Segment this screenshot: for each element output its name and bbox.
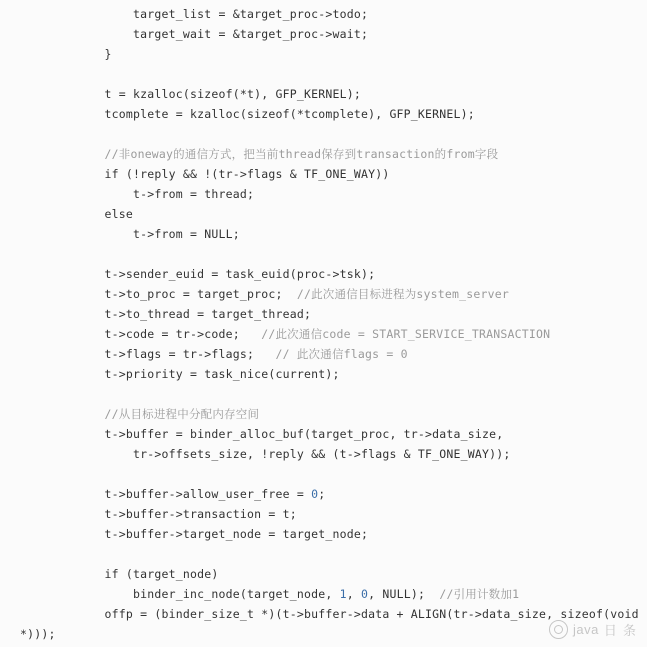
- code-token: //从目标进程中分配内存空间: [76, 407, 260, 421]
- code-token: 0: [360, 587, 369, 601]
- code-line: [0, 64, 647, 84]
- code-line: [0, 524, 647, 544]
- code-token: t->from = thread;: [76, 187, 255, 201]
- code-line: [0, 244, 647, 264]
- code-token: ;: [318, 487, 326, 501]
- code-line: [0, 164, 647, 184]
- code-token: t = kzalloc(sizeof(*t), GFP_KERNEL);: [76, 87, 361, 101]
- code-line: [0, 204, 647, 224]
- code-token: binder_inc_node(target_node,: [76, 587, 340, 601]
- code-token: //此次通信code = START_SERVICE_TRANSACTION: [261, 327, 551, 341]
- code-line: [0, 44, 647, 64]
- code-token: //非oneway的通信方式，把当前thread保存到transaction的from字段: [76, 147, 499, 161]
- code-token: t->code = tr->code;: [76, 327, 262, 341]
- code-token: , NULL);: [368, 587, 440, 601]
- code-line: [0, 404, 647, 424]
- code-line: [0, 124, 647, 144]
- code-token: tr->offsets_size, !reply && (t->flags & TF_ONE_WAY));: [76, 447, 511, 461]
- code-line: [0, 484, 647, 504]
- code-line: [0, 424, 647, 444]
- code-token: if (!reply && !(tr->flags & TF_ONE_WAY)): [76, 167, 390, 181]
- code-token: t->flags = tr->flags;: [76, 347, 276, 361]
- code-line: [0, 564, 647, 584]
- code-token: //引用计数加1: [439, 587, 520, 601]
- code-line: [0, 184, 647, 204]
- code-line: [0, 544, 647, 564]
- code-token: 1: [339, 587, 347, 601]
- code-line: [0, 284, 647, 304]
- code-line: [0, 264, 647, 284]
- code-token: // 此次通信flags = 0: [275, 347, 408, 361]
- code-token: *)));: [20, 627, 56, 641]
- code-token: //此次通信目标进程为system_server: [296, 287, 509, 301]
- code-line: [0, 224, 647, 244]
- watermark-latin-text: java: [573, 622, 599, 637]
- code-token: t->from = NULL;: [76, 227, 240, 241]
- code-token: target_list = &target_proc->todo;: [76, 7, 369, 21]
- code-token: t->sender_euid = task_euid(proc->tsk);: [76, 267, 376, 281]
- code-line: [0, 24, 647, 44]
- code-line: [0, 84, 647, 104]
- code-token: t->buffer->target_node = target_node;: [76, 527, 369, 541]
- code-line: [0, 304, 647, 324]
- code-line: [0, 384, 647, 404]
- code-line: [0, 624, 647, 644]
- code-line: [0, 464, 647, 484]
- code-line: [0, 4, 647, 24]
- watermark-cn-text: 日 条: [603, 624, 637, 639]
- code-line: [0, 604, 647, 624]
- code-line: [0, 504, 647, 524]
- code-token: t->to_proc = target_proc;: [76, 287, 297, 301]
- code-token: t->to_thread = target_thread;: [76, 307, 312, 321]
- code-token: }: [76, 47, 112, 61]
- code-line: [0, 144, 647, 164]
- code-token: tcomplete = kzalloc(sizeof(*tcomplete), GFP_KERNEL);: [76, 107, 475, 121]
- code-token: t->buffer->allow_user_free =: [76, 487, 312, 501]
- code-line: [0, 584, 647, 604]
- code-token: ,: [346, 587, 361, 601]
- code-line: [0, 104, 647, 124]
- code-line: [0, 444, 647, 464]
- code-token: offp = (binder_size_t *)(t->buffer->data + ALIGN(tr->data_size, sizeof(void: [76, 607, 639, 621]
- code-token: else: [76, 207, 133, 221]
- code-token: 0: [311, 487, 319, 501]
- code-line: [0, 324, 647, 344]
- code-token: t->priority = task_nice(current);: [76, 367, 340, 381]
- code-token: t->buffer = binder_alloc_buf(target_proc, tr->data_size,: [76, 427, 504, 441]
- code-token: t->buffer->transaction = t;: [76, 507, 297, 521]
- code-token: target_wait = &target_proc->wait;: [76, 27, 369, 41]
- code-token: if (target_node): [76, 567, 219, 581]
- code-line: [0, 364, 647, 384]
- code-line: [0, 344, 647, 364]
